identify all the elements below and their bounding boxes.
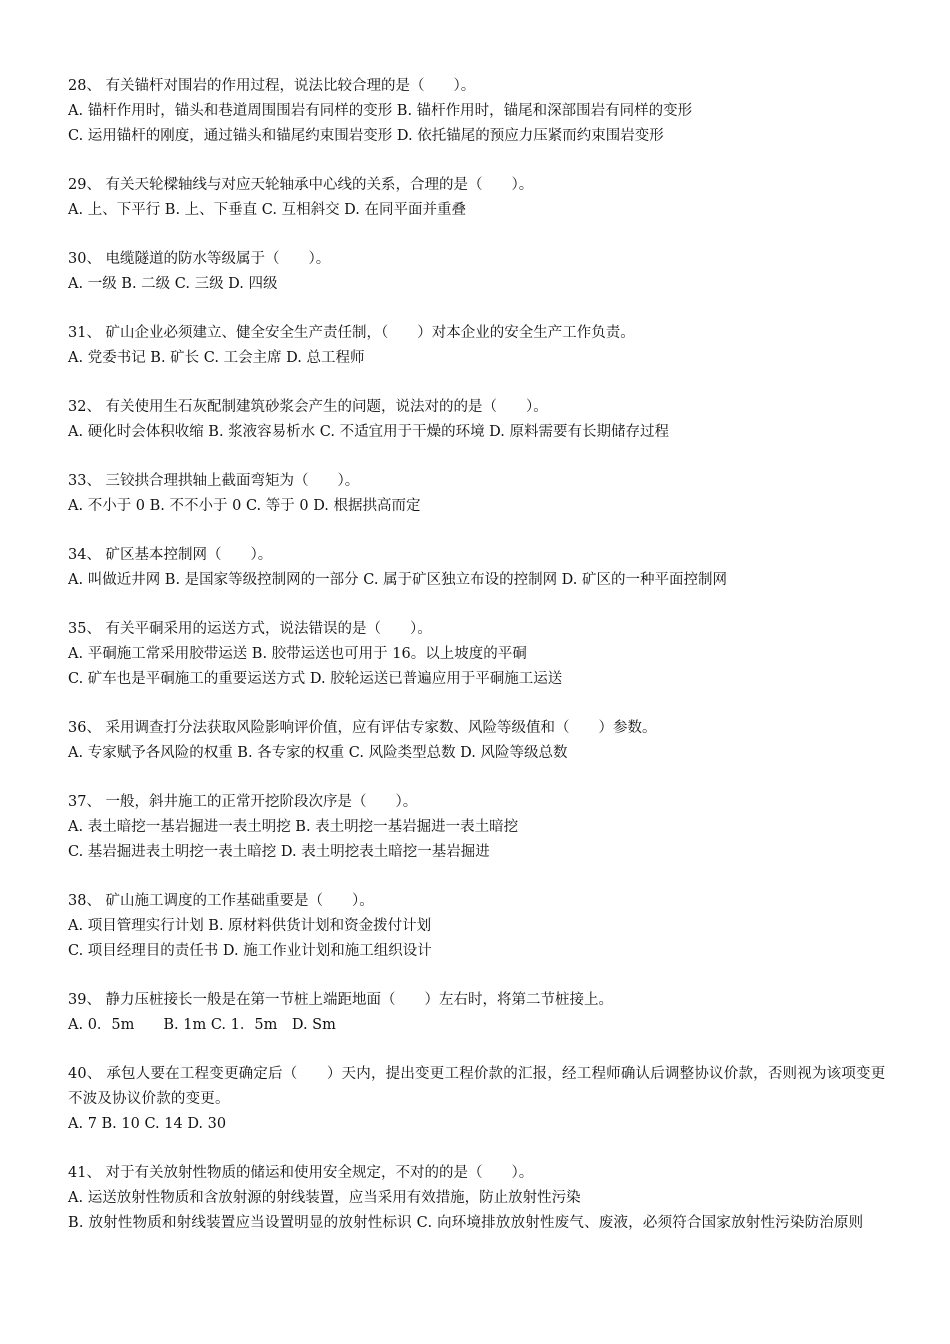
question-stem: 33、 三铰拱合理拱轴上截面弯矩为（ ）。: [68, 473, 360, 489]
answer-options: A. 0．5m B. 1m C. 1．5m D. Sm: [68, 1017, 336, 1033]
answer-options: A. 平硐施工常采用胶带运送 B. 胶带运送也可用于 16。以上坡度的平硐: [68, 646, 527, 662]
question-stem: 40、 承包人要在工程变更确定后（ ）天内，提出变更工程价款的汇报，经工程师确认后调整协议价款，否则视为该项变更不波及协议价款的变更。: [68, 1066, 886, 1107]
answer-options: A. 专家赋予各风险的权重 B. 各专家的权重 C. 风险类型总数 D. 风险等级总数: [68, 745, 568, 761]
question-stem: 30、 电缆隧道的防水等级属于（ ）。: [68, 251, 331, 267]
answer-options: C. 矿车也是平硐施工的重要运送方式 D. 胶轮运送已普遍应用于平硐施工运送: [68, 671, 563, 687]
question-36: [68, 716, 898, 766]
answer-options: A. 叫做近井网 B. 是国家等级控制网的一部分 C. 属于矿区独立布设的控制网 D. 矿区的一种平面控制网: [68, 572, 728, 588]
question-stem: 28、 有关锚杆对围岩的作用过程，说法比较合理的是（ ）。: [68, 78, 476, 94]
answer-options: A. 硬化时会体积收缩 B. 浆液容易析水 C. 不适宜用于干燥的环境 D. 原料需要有长期储存过程: [68, 424, 670, 440]
question-stem: 37、 一般，斜井施工的正常开挖阶段次序是（ ）。: [68, 794, 418, 810]
question-34: [68, 543, 898, 593]
question-stem: 34、 矿区基本控制网（ ）。: [68, 547, 273, 563]
answer-options: C. 运用锚杆的刚度，通过锚头和锚尾约束围岩变形 D. 依托锚尾的预应力压紧而约束围岩变形: [68, 128, 664, 144]
answer-options: A. 运送放射性物质和含放射源的射线装置，应当采用有效措施，防止放射性污染: [68, 1190, 581, 1206]
answer-options: A. 表土暗挖一基岩掘进一表土明挖 B. 表土明挖一基岩掘进一表土暗挖: [68, 819, 519, 835]
question-stem: 41、 对于有关放射性物质的储运和使用安全规定，不对的的是（ ）。: [68, 1165, 534, 1181]
answer-options: B. 放射性物质和射线装置应当设置明显的放射性标识 C. 向环境排放放射性废气、废液，必须符合国家放射性污染防治原则: [68, 1215, 864, 1231]
answer-options: A. 锚杆作用时，锚头和巷道周围围岩有同样的变形 B. 锚杆作用时，锚尾和深部围岩有同样的变形: [68, 103, 693, 119]
question-41: [68, 1161, 898, 1236]
answer-options: A. 一级 B. 二级 C. 三级 D. 四级: [68, 276, 278, 292]
answer-options: A. 上、下平行 B. 上、下垂直 C. 互相斜交 D. 在同平面并重叠: [68, 202, 467, 218]
question-33: [68, 469, 898, 519]
question-30: [68, 247, 898, 297]
answer-options: A. 不小于 0 B. 不不小于 0 C. 等于 0 D. 根据拱高而定: [68, 498, 421, 514]
question-stem: 38、 矿山施工调度的工作基础重要是（ ）。: [68, 893, 374, 909]
answer-options: A. 项目管理实行计划 B. 原材料供货计划和资金拨付计划: [68, 918, 432, 934]
answer-options: C. 项目经理目的责任书 D. 施工作业计划和施工组织设计: [68, 943, 432, 959]
question-32: [68, 395, 898, 445]
answer-options: A. 党委书记 B. 矿长 C. 工会主席 D. 总工程师: [68, 350, 365, 366]
answer-options: C. 基岩掘进表土明挖一表土暗挖 D. 表土明挖表土暗挖一基岩掘进: [68, 844, 490, 860]
answer-options: A. 7 B. 10 C. 14 D. 30: [68, 1116, 227, 1132]
question-stem: 31、 矿山企业必须建立、健全安全生产责任制，（ ）对本企业的安全生产工作负责。: [68, 325, 635, 341]
question-stem: 32、 有关使用生石灰配制建筑砂浆会产生的问题，说法对的的是（ ）。: [68, 399, 548, 415]
question-40: [68, 1062, 898, 1137]
question-31: [68, 321, 898, 371]
question-35: [68, 617, 898, 692]
question-stem: 39、 静力压桩接长一般是在第一节桩上端距地面（ ）左右时，将第二节桩接上。: [68, 992, 614, 1008]
question-stem: 36、 采用调查打分法获取风险影响评价值，应有评估专家数、风险等级值和（ ）参数。: [68, 720, 657, 736]
question-38: [68, 889, 898, 964]
question-28: [68, 74, 898, 149]
question-stem: 29、 有关天轮樑轴线与对应天轮轴承中心线的关系，合理的是（ ）。: [68, 177, 534, 193]
question-stem: 35、 有关平硐采用的运送方式，说法错误的是（ ）。: [68, 621, 432, 637]
question-29: [68, 173, 898, 223]
question-37: [68, 790, 898, 865]
question-39: [68, 988, 898, 1038]
exam-questions-page: [68, 74, 898, 1260]
